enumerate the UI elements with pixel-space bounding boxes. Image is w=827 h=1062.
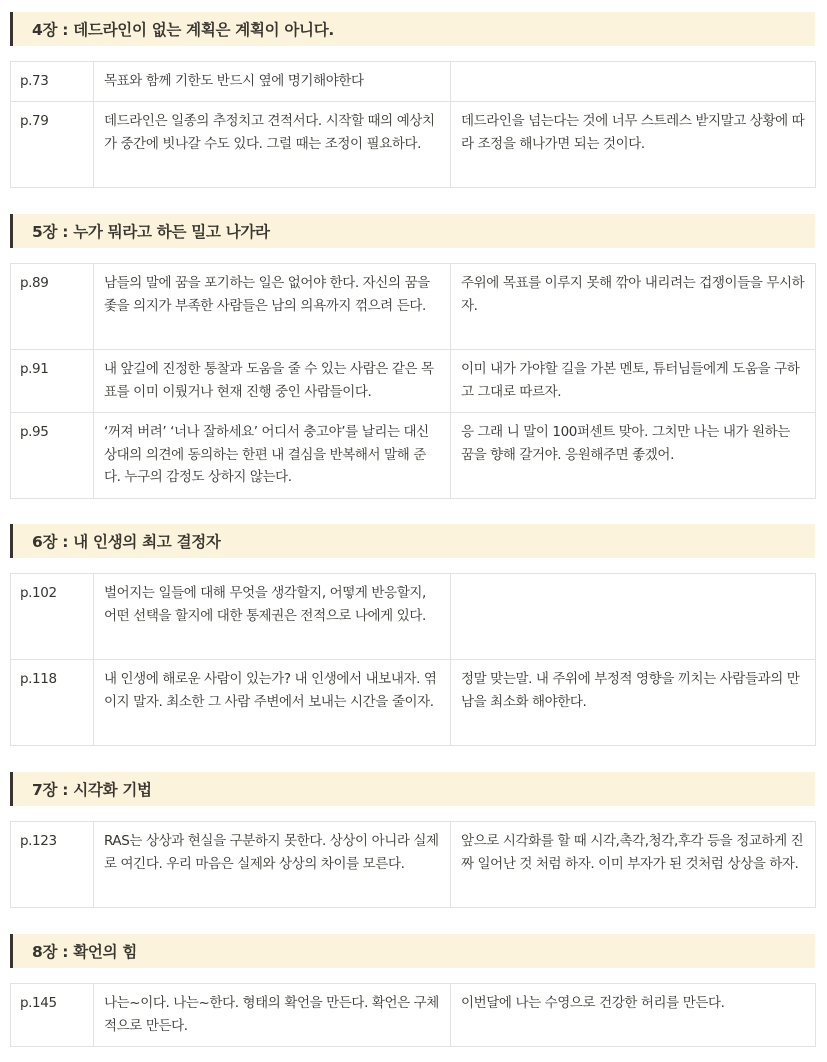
notes-table-chapter-7: [10, 821, 816, 908]
table-row: [11, 62, 816, 102]
quote-cell: 내 앞길에 진정한 통찰과 도움을 줄 수 있는 사람은 같은 목표를 이미 이뤘거나 현재 진행 중인 사람들이다.: [94, 350, 451, 413]
quote-cell: ‘꺼져 버려’ ‘너나 잘하세요’ 어디서 충고야’를 날리는 대신 상대의 의견에 동의하는 한편 내 결심을 반복해서 말해 준다. 누구의 감정도 상하지 않는다.: [94, 413, 451, 499]
thought-cell: [451, 574, 816, 660]
page-number: p.118: [11, 660, 94, 746]
table-row: [11, 413, 816, 499]
chapter-title: 4장 : 데드라인이 없는 계획은 계획이 아니다.: [10, 12, 815, 46]
quote-cell: RAS는 상상과 현실을 구분하지 못한다. 상상이 아니라 실제로 여긴다. 우리 마음은 실제와 상상의 차이를 모른다.: [94, 822, 451, 908]
page-number: p.79: [11, 102, 94, 188]
table-row: [11, 984, 816, 1047]
chapter-heading-8: [10, 934, 815, 968]
notes-table-chapter-6: [10, 573, 816, 746]
page-number: p.89: [11, 264, 94, 350]
page-number: p.73: [11, 62, 94, 102]
page-number: p.95: [11, 413, 94, 499]
table-row: [11, 822, 816, 908]
quote-cell: 데드라인은 일종의 추정치고 견적서다. 시작할 때의 예상치가 중간에 빗나갈 수도 있다. 그럴 때는 조정이 필요하다.: [94, 102, 451, 188]
thought-cell: 응 그래 니 말이 100퍼센트 맞아. 그치만 나는 내가 원하는 꿈을 향해 갈거야. 응원해주면 좋겠어.: [451, 413, 816, 499]
quote-cell: 벌어지는 일들에 대해 무엇을 생각할지, 어떻게 반응할지, 어떤 선택을 할지에 대한 통제권은 전적으로 나에게 있다.: [94, 574, 451, 660]
thought-cell: 데드라인을 넘는다는 것에 너무 스트레스 받지말고 상황에 따라 조정을 해나가면 되는 것이다.: [451, 102, 816, 188]
thought-cell: [451, 62, 816, 102]
notes-table-chapter-8: [10, 983, 816, 1047]
thought-cell: 정말 맞는말. 내 주위에 부정적 영향을 끼치는 사람들과의 만남을 최소화 해야한다.: [451, 660, 816, 746]
page-number: p.91: [11, 350, 94, 413]
chapter-title: 8장 : 확언의 힘: [10, 934, 815, 968]
table-row: [11, 574, 816, 660]
chapter-title: 6장 : 내 인생의 최고 결정자: [10, 524, 815, 558]
notes-table-chapter-5: [10, 263, 816, 499]
table-row: [11, 350, 816, 413]
table-row: [11, 102, 816, 188]
chapter-title: 7장 : 시각화 기법: [10, 772, 815, 806]
chapter-heading-7: [10, 772, 815, 806]
quote-cell: 나는~이다. 나는~한다. 형태의 확언을 만든다. 확언은 구체적으로 만든다.: [94, 984, 451, 1047]
page-number: p.102: [11, 574, 94, 660]
chapter-heading-6: [10, 524, 815, 558]
quote-cell: 목표와 함께 기한도 반드시 옆에 명기해야한다: [94, 62, 451, 102]
thought-cell: 앞으로 시각화를 할 때 시각,촉각,청각,후각 등을 정교하게 진짜 일어난 것 처럼 하자. 이미 부자가 된 것처럼 상상을 하자.: [451, 822, 816, 908]
quote-cell: 내 인생에 해로운 사람이 있는가? 내 인생에서 내보내자. 엮이지 말자. 최소한 그 사람 주변에서 보내는 시간을 줄이자.: [94, 660, 451, 746]
chapter-heading-4: [10, 12, 815, 46]
quote-cell: 남들의 말에 꿈을 포기하는 일은 없어야 한다. 자신의 꿈을 좇을 의지가 부족한 사람들은 남의 의욕까지 꺾으려 든다.: [94, 264, 451, 350]
chapter-title: 5장 : 누가 뭐라고 하든 밀고 나가라: [10, 214, 815, 248]
thought-cell: 이미 내가 가야할 길을 가본 멘토, 튜터님들에게 도움을 구하고 그대로 따르자.: [451, 350, 816, 413]
page-number: p.123: [11, 822, 94, 908]
page-number: p.145: [11, 984, 94, 1047]
notes-table-chapter-4: [10, 61, 816, 188]
chapter-heading-5: [10, 214, 815, 248]
table-row: [11, 264, 816, 350]
thought-cell: 주위에 목표를 이루지 못해 깎아 내리려는 겁쟁이들을 무시하자.: [451, 264, 816, 350]
thought-cell: 이번달에 나는 수영으로 건강한 허리를 만든다.: [451, 984, 816, 1047]
table-row: [11, 660, 816, 746]
